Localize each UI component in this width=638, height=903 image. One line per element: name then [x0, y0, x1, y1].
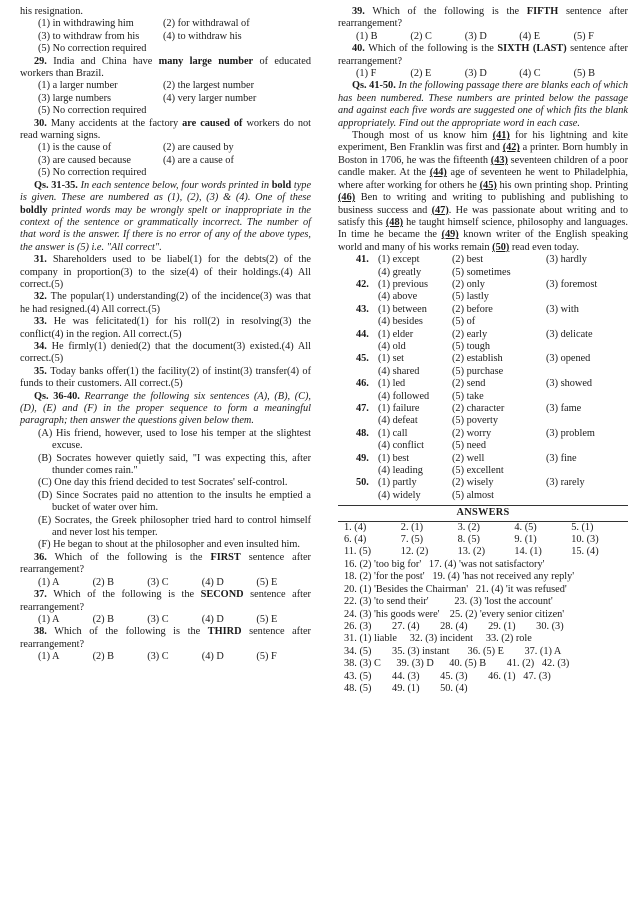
cloze-question-cont	[338, 291, 628, 303]
q37-options	[20, 614, 311, 626]
spacer	[356, 465, 378, 477]
option: (1) a larger number	[38, 80, 118, 92]
option: (2) B	[92, 576, 115, 588]
answer-item: 3. (2)	[457, 521, 480, 533]
cloze-question	[338, 353, 628, 365]
option: (4) very larger number	[163, 92, 257, 104]
spacer	[546, 391, 628, 403]
question-number: 48.	[356, 427, 369, 439]
right-column	[338, 6, 628, 695]
option: (4) D	[201, 576, 224, 588]
answer-item: 4. (5)	[514, 521, 537, 533]
option: (3) opened	[546, 353, 591, 365]
cloze-question-cont	[338, 341, 628, 353]
option: (5) F	[256, 651, 277, 663]
option: (1) except	[378, 254, 420, 266]
answer-item: 8. (5)	[457, 534, 480, 546]
option: (3) are caused because	[38, 154, 131, 166]
option: (4) widely	[378, 489, 421, 501]
option: (3) fine	[546, 452, 577, 464]
question-35: 35. Today banks offer(1) the facility(2) of instint(3) transfer(4) of funds to their customers. All correct.(5)	[20, 365, 311, 390]
option: (2) best	[452, 254, 484, 266]
passage-segment: seventeen children of a poor candle maker. At the	[338, 154, 628, 179]
cloze-questions	[338, 254, 628, 502]
option: (1) led	[378, 378, 406, 390]
answer-line: 26. (3) 27. (4) 28. (4) 29. (1) 30. (3)	[344, 620, 564, 632]
instruction-41-50: Qs. 41-50. In the following passage there are blanks each of which has been numbered. These numbers are printed below the passage and against each five words are suggested one of which fits the blank appropriately. Find out the appropriate word in each case.	[338, 80, 628, 129]
blank-number: (50)	[492, 241, 510, 253]
option: (4) to withdraw his	[163, 30, 242, 42]
answer-item: 1. (4)	[344, 521, 367, 533]
cloze-question	[338, 254, 628, 266]
question-number: 44.	[356, 328, 369, 340]
answer-line: 18. (2) 'for the post' 19. (4) 'has not received any reply'	[344, 571, 575, 583]
spacer	[546, 366, 628, 378]
spacer	[546, 291, 628, 303]
sentence-e: (E) Socrates, the Greek philosopher tried hard to control himself and never lost his temper.	[38, 514, 311, 539]
option: (2) character	[452, 403, 505, 414]
option: (5) sometimes	[452, 266, 511, 278]
answer-line: 24. (3) 'his goods were' 25. (2) 'every senior citizen'	[344, 608, 565, 620]
q30-options	[20, 142, 311, 179]
cloze-question-cont	[338, 366, 628, 378]
answer-line: 38. (3) C 39. (3) D 40. (5) B 41. (2) 42. (3)	[344, 658, 570, 670]
blank-number: (47)	[431, 204, 449, 216]
question-number: 47.	[356, 403, 369, 414]
spacer	[546, 440, 628, 452]
option: (4) D	[201, 613, 224, 625]
option: (4) conflict	[378, 440, 425, 452]
answer-line: 31. (1) liable 32. (3) incident 33. (2) role	[344, 633, 532, 645]
option: (5) poverty	[452, 415, 499, 427]
question-34: 34. He firmly(1) denied(2) that the document(3) existed.(4) All correct.(5)	[20, 340, 311, 365]
answers-list	[338, 559, 628, 695]
blank-number: (43)	[490, 154, 508, 166]
passage-segment: Ben to writing and writing to publishing and publishing to business success and	[338, 192, 628, 216]
option: (1) partly	[378, 477, 417, 489]
option: (5) need	[452, 440, 487, 452]
sentence-f: (F) He began to shout at the philosopher and even insulted him.	[38, 539, 300, 551]
option: (3) C	[147, 651, 169, 663]
option: (3) showed	[546, 378, 593, 390]
option: (1) elder	[378, 328, 414, 340]
question-number: 49.	[356, 452, 369, 464]
question-number: 43.	[356, 303, 369, 315]
spacer	[546, 415, 628, 427]
question-33: 33. He was felicitated(1) for his roll(2) in resolving(3) the conflict(4) in the region. All correct.(5)	[20, 316, 311, 340]
passage-segment: . He was passionate about writing and to satisfy this	[338, 204, 628, 228]
option: (2) worry	[452, 427, 492, 439]
spacer	[356, 415, 378, 427]
option: (2) only	[452, 278, 485, 290]
option: (5) almost	[452, 489, 495, 501]
blank-number: (44)	[429, 167, 447, 179]
option: (1) best	[378, 452, 410, 464]
answer-item: 12. (2)	[400, 546, 429, 558]
option: (3) rarely	[546, 477, 585, 489]
option: (3) D	[464, 30, 487, 42]
answer-item: 15. (4)	[571, 546, 599, 558]
blank-number: (42)	[502, 142, 520, 154]
spacer	[546, 341, 628, 353]
option: (4) C	[519, 68, 541, 80]
option: (3) with	[546, 303, 579, 315]
question-29: 29. India and China have many large number of educated workers than Brazil.	[20, 55, 311, 80]
cloze-question-cont	[338, 490, 628, 502]
passage-segment: known writer of the English speaking world and many of his works remain	[338, 229, 628, 253]
option: (4) greatly	[378, 266, 422, 278]
passage-segment: read even today.	[509, 241, 579, 253]
option: (4) above	[378, 291, 418, 303]
question-40: 40. Which of the following is the SIXTH (LAST) sentence after rearrangement?	[338, 43, 628, 67]
question-number: 41.	[356, 254, 369, 266]
option: (3) to withdraw from his	[38, 30, 140, 42]
spacer	[356, 291, 378, 303]
option: (1) A	[38, 613, 60, 625]
passage-segment: for his lightning and kite experiment, Ben Franklin was first and	[338, 130, 628, 154]
option: (2) C	[410, 30, 432, 42]
option: (1) set	[378, 353, 405, 365]
blank-number: (46)	[338, 192, 356, 204]
option: (4) D	[201, 651, 224, 663]
passage-segment: Though most of us know him	[352, 130, 493, 142]
spacer	[356, 490, 378, 502]
option: (3) D	[464, 68, 487, 80]
option: (4) defeat	[378, 415, 418, 427]
option: (1) call	[378, 427, 408, 439]
passage-segment: age of seventeen he went to Philadelphia, where after working for others he	[338, 167, 628, 191]
option: (1) B	[356, 30, 378, 42]
cloze-question	[338, 477, 628, 489]
option: (4) shared	[378, 365, 420, 377]
blank-number: (41)	[492, 130, 510, 142]
blank-number: (49)	[441, 229, 459, 241]
answer-line: 48. (5) 49. (1) 50. (4)	[344, 682, 468, 694]
option: (1) A	[38, 651, 60, 663]
question-number: 46.	[356, 378, 369, 390]
option: (2) the largest number	[163, 80, 255, 92]
cloze-question-cont	[338, 391, 628, 403]
question-31: 31. Shareholders used to be liabel(1) for the debts(2) of the company in proportion(3) to the size(4) of their holdings.(4) All correct.(5)	[20, 254, 311, 290]
spacer	[356, 316, 378, 328]
answer-item: 11. (5)	[344, 546, 372, 558]
option: (2) E	[410, 68, 432, 80]
question-number: 45.	[356, 353, 369, 365]
option: (5) B	[573, 68, 596, 80]
option: (1) failure	[378, 403, 420, 414]
option: (2) B	[92, 651, 115, 663]
q28-options	[20, 18, 311, 55]
passage-segment: his own printing shop. Printing	[496, 179, 629, 191]
answers-grid	[338, 522, 628, 559]
spacer	[356, 366, 378, 378]
option: (2) early	[452, 328, 488, 340]
cloze-question	[338, 304, 628, 316]
answer-item: 7. (5)	[400, 534, 424, 546]
option: (3) large numbers	[38, 92, 112, 104]
answer-item: 9. (1)	[514, 534, 537, 546]
q40-options	[338, 68, 628, 80]
sentence-a: (A) His friend, however, used to lose his temper at the slightest excuse.	[38, 427, 311, 452]
cloze-question	[338, 378, 628, 390]
option: (2) well	[452, 452, 485, 464]
question-37: 37. Which of the following is the SECOND sentence after rearrangement?	[20, 589, 311, 613]
option: (5) No correction required	[38, 105, 147, 117]
option: (1) previous	[378, 278, 429, 290]
spacer	[356, 391, 378, 403]
option: (5) F	[573, 30, 594, 42]
answer-item: 5. (1)	[571, 521, 594, 533]
option: (1) F	[356, 68, 377, 80]
left-column	[20, 6, 311, 664]
option: (5) take	[452, 390, 484, 402]
cloze-question	[338, 279, 628, 291]
cloze-question-cont	[338, 415, 628, 427]
option: (5) excellent	[452, 465, 504, 477]
question-30: 30. Many accidents at the factory are caused of workers do not read warning signs.	[20, 117, 312, 142]
question-39: 39. Which of the following is the FIFTH sentence after rearrangement?	[338, 6, 628, 30]
option: (5) E	[256, 613, 278, 625]
option: (4) besides	[378, 316, 423, 328]
answer-item: 6. (4)	[344, 534, 367, 546]
option: (3) delicate	[546, 328, 593, 340]
option: (3) hardly	[546, 254, 587, 266]
question-38: 38. Which of the following is the THIRD sentence after rearrangement?	[20, 626, 311, 650]
answer-line: 43. (5) 44. (3) 45. (3) 46. (1) 47. (3)	[344, 670, 551, 682]
spacer	[356, 440, 378, 452]
q39-options	[338, 31, 628, 43]
question-number: 50.	[356, 477, 369, 489]
option: (4) leading	[378, 465, 423, 477]
cloze-question-cont	[338, 465, 628, 477]
option: (1) is the cause of	[38, 142, 112, 154]
passage-segment: he taught himself science, philosophy and languages. In time he became the	[338, 216, 628, 241]
cloze-question	[338, 428, 628, 440]
cloze-question-cont	[338, 316, 628, 328]
question-36: 36. Which of the following is the FIRST sentence after rearrangement?	[20, 551, 311, 576]
sentence-b: (B) Socrates however quietly said, "I was expecting this, after thunder comes rain."	[38, 452, 311, 477]
option: (3) fame	[546, 403, 582, 414]
passage-text	[338, 130, 628, 254]
option: (2) B	[92, 613, 115, 625]
cloze-question-cont	[338, 267, 628, 279]
option: (3) C	[147, 576, 169, 588]
q38-options	[20, 651, 311, 663]
option: (2) for withdrawal of	[163, 18, 250, 30]
answers-heading: ANSWERS	[338, 505, 628, 521]
option: (5) No correction required	[38, 167, 147, 179]
cloze-question-cont	[338, 440, 628, 452]
option: (2) are caused by	[163, 142, 234, 154]
option: (5) lastly	[452, 291, 489, 303]
spacer	[356, 341, 378, 353]
q29-options	[20, 80, 311, 117]
option: (1) in withdrawing him	[38, 18, 134, 30]
blank-number: (48)	[385, 216, 404, 228]
instruction-36-40: Qs. 36-40. Rearrange the following six sentences (A), (B), (C), (D), (E) and (F) in the proper sequence to form a meaningful paragraph; then answer the questions given below them.	[20, 390, 311, 427]
answer-line: 34. (5) 35. (3) instant 36. (5) E 37. (1) A	[344, 645, 562, 657]
option: (2) establish	[452, 353, 503, 365]
question-32: 32. The popular(1) understanding(2) of the incidence(3) was that he had resigned.(4) All correct.(5)	[20, 291, 311, 315]
instruction-31-35: Qs. 31-35. In each sentence below, four words printed in bold type is given. These are numbered as (1), (2), (3) & (4). One of these boldly printed words may be wrongly spelt or inappropriate in the context of the sentence or grammatically incorrect. The number of that word is the answer. If there is no error of any of the above types, the answer is (5) i.e. "All correct".	[20, 179, 312, 253]
cloze-question	[338, 329, 628, 341]
answer-item: 2. (1)	[400, 521, 424, 533]
cloze-question	[338, 453, 628, 465]
q36-options	[20, 577, 311, 589]
option: (1) between	[378, 303, 427, 315]
option: (4) E	[519, 30, 541, 42]
option: (2) wisely	[452, 477, 494, 489]
option: (5) of	[452, 316, 476, 328]
cloze-question	[338, 403, 628, 415]
question-number: 42.	[356, 278, 369, 290]
answer-item: 14. (1)	[514, 546, 542, 558]
text-line: his resignation.	[20, 6, 83, 17]
spacer	[546, 465, 628, 477]
sentence-d: (D) Since Socrates paid no attention to the insults he emptied a bucket of water over him.	[38, 489, 311, 514]
answer-line: 22. (3) 'to send their' 23. (3) 'lost the account'	[344, 596, 553, 608]
option: (5) No correction required	[38, 43, 147, 55]
answer-line: 16. (2) 'too big for' 17. (4) 'was not satisfactory'	[344, 558, 545, 570]
option: (1) A	[38, 576, 60, 588]
option: (4) followed	[378, 390, 430, 402]
option: (5) purchase	[452, 365, 504, 377]
spacer	[546, 316, 628, 328]
option: (3) problem	[546, 427, 595, 439]
option: (2) before	[452, 303, 493, 315]
passage-segment: a printer. Born humbly in Boston in 1706, he was the fifteenth	[338, 142, 628, 166]
spacer	[356, 267, 378, 279]
option: (3) foremost	[546, 278, 598, 290]
spacer	[546, 267, 628, 279]
answer-line: 20. (1) 'Besides the Chairman' 21. (4) 'it was refused'	[344, 583, 567, 595]
blank-number: (45)	[479, 179, 497, 191]
option: (5) tough	[452, 340, 491, 352]
option: (2) send	[452, 378, 486, 390]
answer-item: 10. (3)	[571, 534, 599, 546]
option: (5) E	[256, 576, 278, 588]
option: (4) old	[378, 340, 406, 352]
option: (3) C	[147, 613, 169, 625]
answer-item: 13. (2)	[457, 546, 486, 558]
spacer	[546, 490, 628, 502]
option: (4) are a cause of	[163, 154, 234, 166]
sentence-c: (C) One day this friend decided to test Socrates' self-control.	[38, 477, 288, 489]
